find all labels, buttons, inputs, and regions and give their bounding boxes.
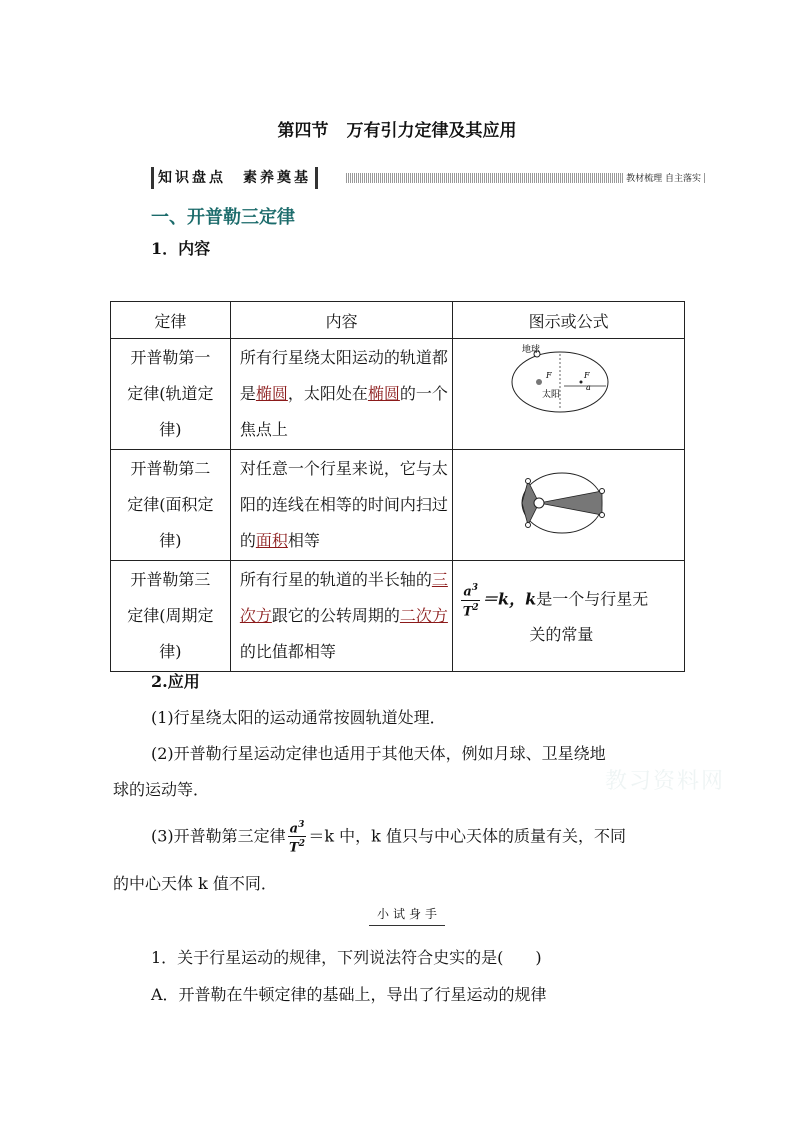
law-content-cell: 对任意一个行星来说，它与太阳的连线在相等的时间内扫过的面积相等 bbox=[230, 450, 452, 561]
third-law-formula: $\frac{a^3}{T^2}$ ＝k，k是一个与行星无 关的常量 bbox=[453, 561, 685, 672]
semi-major-axis-label: a bbox=[586, 383, 592, 392]
fraction-a3-over-t2: $\frac{a^3}{T^2}$ bbox=[462, 583, 479, 619]
watermark: 教习资料网 bbox=[605, 769, 726, 794]
section-heading: 一、开普勒三定律 bbox=[151, 207, 295, 228]
sun-focus-dot bbox=[536, 379, 542, 385]
table-row bbox=[111, 561, 685, 672]
application-item-2: (2)开普勒行星运动定律也适用于其他天体，例如月球、卫星绕地 bbox=[151, 744, 606, 763]
page-title: 第四节 万有引力定律及其应用 bbox=[277, 121, 517, 141]
question-1-option-a: A．开普勒在牛顿定律的基础上，导出了行星运动的规律 bbox=[151, 985, 547, 1004]
law-name-cell: 开普勒第三 定律(周期定 律) bbox=[111, 561, 231, 672]
practice-label: 小试身手 bbox=[377, 907, 442, 921]
table-header-row bbox=[111, 302, 685, 339]
subsection-heading: 1．内容 bbox=[151, 239, 211, 258]
law-content-cell: 所有行星绕太阳运动的轨道都是椭圆，太阳处在椭圆的一个焦点上 bbox=[230, 339, 452, 450]
application-item-3: (3)开普勒第三定律 $\frac{a^3}{T^2}$ ＝k 中，k 值只与中心天体的质量有关，不同 bbox=[151, 820, 626, 856]
banner-tag: 教材梳理 自主落实 bbox=[624, 171, 703, 184]
orbit-ellipse-diagram bbox=[453, 339, 685, 450]
equal-area-diagram bbox=[453, 450, 685, 561]
fraction-a3-over-t2: $\frac{a^3}{T^2}$ bbox=[289, 820, 305, 856]
earth-label: 地球 bbox=[522, 345, 541, 355]
focus-label: F bbox=[546, 371, 552, 380]
application-heading: 2.应用 bbox=[151, 672, 200, 691]
table-header: 图示或公式 bbox=[453, 302, 685, 339]
law-content-cell: 所有行星的轨道的半长轴的三次方跟它的公转周期的二次方的比值都相等 bbox=[230, 561, 452, 672]
empty-focus-dot bbox=[580, 381, 583, 384]
law-name-cell: 开普勒第一 定律(轨道定 律) bbox=[111, 339, 231, 450]
table-row bbox=[111, 450, 685, 561]
section-banner bbox=[151, 167, 705, 189]
sun-label: 太阳 bbox=[542, 390, 561, 400]
application-item-1: (1)行星绕太阳的运动通常按圆轨道处理． bbox=[151, 708, 446, 727]
application-item-2-cont: 球的运动等． bbox=[113, 780, 210, 799]
kepler-laws-table bbox=[110, 301, 685, 672]
banner-heading: 知识盘点 素养奠基 bbox=[151, 167, 318, 189]
sun-icon bbox=[534, 498, 544, 508]
table-header: 定律 bbox=[111, 302, 231, 339]
question-1: 1．关于行星运动的规律，下列说法符合史实的是( ) bbox=[151, 948, 542, 967]
law-name-cell: 开普勒第二 定律(面积定 律) bbox=[111, 450, 231, 561]
table-header: 内容 bbox=[230, 302, 452, 339]
table-row bbox=[111, 339, 685, 450]
application-item-3-cont: 的中心天体 k 值不同． bbox=[113, 874, 277, 893]
focus-label: F bbox=[584, 371, 590, 380]
